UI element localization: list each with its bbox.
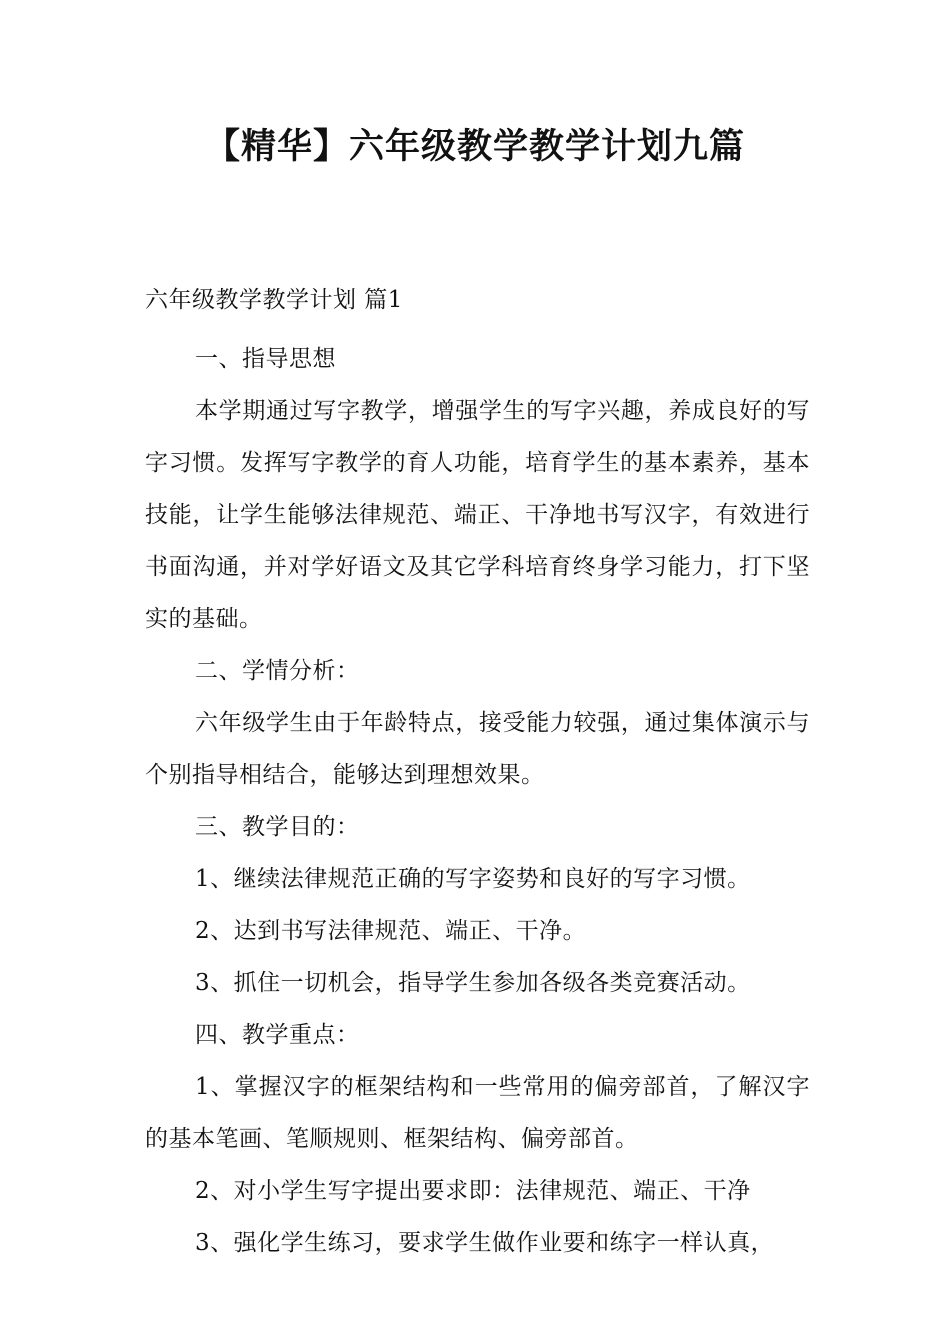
paragraph-guiding-ideology: 本学期通过写字教学，增强学生的写字兴趣，养成良好的写字习惯。发挥写字教学的育人功能，培育学生的基本素养，基本技能，让学生能够法律规范、端正、干净地书写汉字，有效进行书面沟通，并对学好语文及其它学科培育终身学习能力，打下坚实的基础。 bbox=[145, 398, 810, 632]
heading-teaching-goals: 三、教学目的： bbox=[195, 814, 360, 840]
document-title: 【精华】六年级教学教学计划九篇 bbox=[204, 127, 745, 167]
document-body bbox=[145, 280, 810, 1269]
list-item-goal-2: 2、达到书写法律规范、端正、干净。 bbox=[195, 918, 587, 944]
paragraph-student-analysis: 六年级学生由于年龄特点，接受能力较强，通过集体演示与个别指导相结合，能够达到理想效果。 bbox=[145, 710, 810, 788]
heading-teaching-focus: 四、教学重点： bbox=[195, 1022, 360, 1048]
list-item-focus-2: 2、对小学生写字提出要求即：法律规范、端正、干净 bbox=[195, 1178, 751, 1204]
list-item-goal-3: 3、抓住一切机会，指导学生参加各级各类竞赛活动。 bbox=[195, 970, 751, 996]
list-item-goal-1: 1、继续法律规范正确的写字姿势和良好的写字习惯。 bbox=[195, 866, 751, 892]
section-heading: 六年级教学教学计划 篇1 bbox=[145, 287, 403, 313]
list-item-focus-1: 1、掌握汉字的框架结构和一些常用的偏旁部首，了解汉字的基本笔画、笔顺规则、框架结构、偏旁部首。 bbox=[145, 1074, 810, 1152]
heading-student-analysis: 二、学情分析： bbox=[195, 658, 360, 684]
heading-guiding-ideology: 一、指导思想 bbox=[195, 346, 336, 372]
list-item-focus-3: 3、强化学生练习，要求学生做作业要和练字一样认真， bbox=[195, 1230, 775, 1256]
